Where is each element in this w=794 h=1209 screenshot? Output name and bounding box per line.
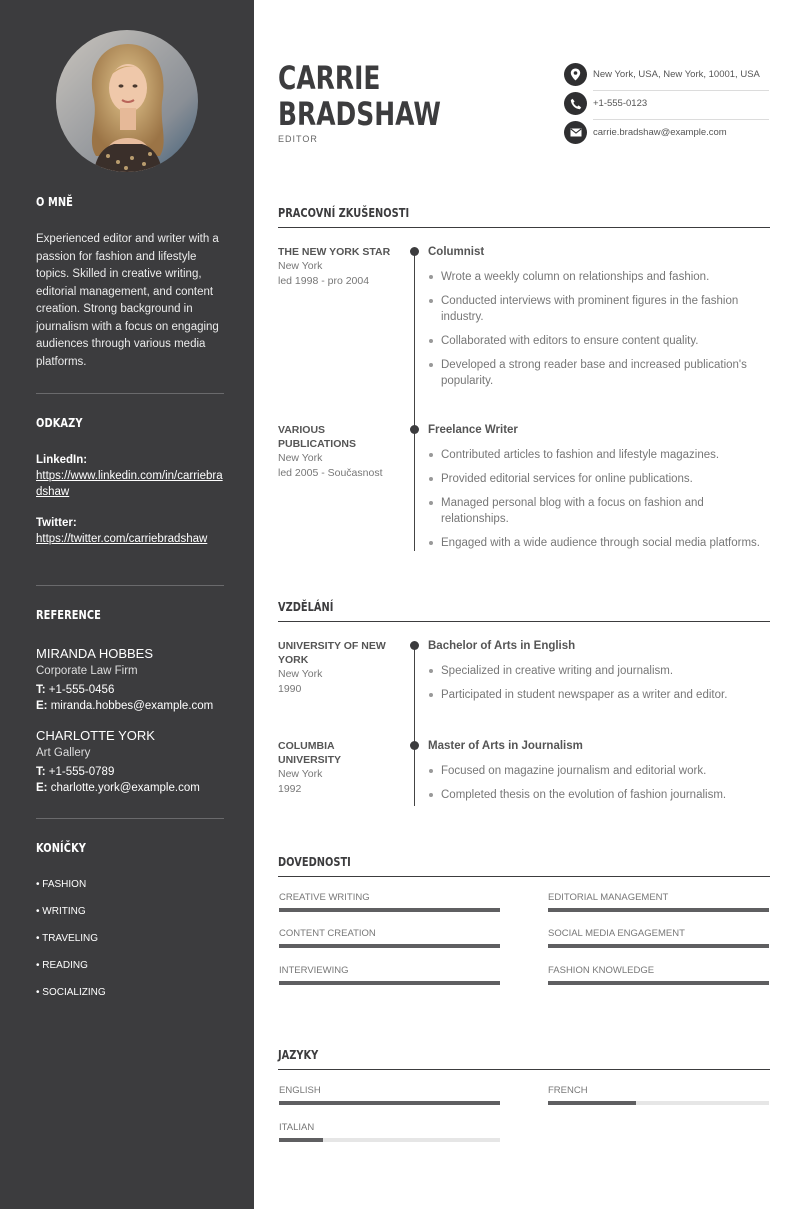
reference-phone (36, 764, 224, 780)
skill-bar-fill (279, 908, 500, 912)
links-heading: ODKAZY (36, 416, 83, 430)
timeline-dot (410, 425, 419, 434)
skill-bar-fill (548, 908, 769, 912)
language-item (279, 1122, 500, 1142)
entry-bullets (428, 269, 770, 389)
entry-title: Freelance Writer (428, 424, 518, 436)
language-name: ITALIAN (279, 1122, 315, 1133)
language-name: FRENCH (548, 1085, 588, 1096)
skill-bar-fill (548, 944, 769, 948)
skill-bar-fill (279, 944, 500, 948)
contact-address (564, 62, 769, 91)
hobby-item: • SOCIALIZING (36, 987, 106, 998)
entry-location: New York (278, 452, 323, 464)
sidebar-divider (36, 818, 224, 819)
bullet-item: Completed thesis on the evolution of fashion journalism. (428, 787, 770, 803)
sidebar-divider (36, 393, 224, 394)
entry-details (428, 423, 770, 559)
skill-name: SOCIAL MEDIA ENGAGEMENT (548, 928, 685, 939)
entry-location: New York (278, 260, 323, 272)
entry-org: VARIOUS PUBLICATIONS (278, 424, 356, 450)
skill-name: INTERVIEWING (279, 965, 349, 976)
skill-bar (279, 981, 500, 985)
bullet-item: Managed personal blog with a focus on fashion and relationships. (428, 495, 770, 527)
timeline-line (414, 251, 415, 551)
sidebar-divider (36, 585, 224, 586)
twitter-link[interactable]: https://twitter.com/carriebradshaw (36, 533, 208, 545)
timeline-dot (410, 641, 419, 650)
hobbies-section (36, 841, 224, 855)
entry-title: Master of Arts in Journalism (428, 740, 583, 752)
skill-name: EDITORIAL MANAGEMENT (548, 892, 669, 903)
skills-heading: DOVEDNOSTI (278, 855, 351, 869)
language-bar-fill (279, 1101, 500, 1105)
skill-bar (548, 981, 769, 985)
entry-bullets (428, 447, 770, 551)
experience-heading: PRACOVNÍ ZKUŠENOSTI (278, 206, 410, 220)
language-bar (279, 1138, 500, 1142)
language-item (548, 1085, 769, 1105)
link-linkedin (36, 452, 224, 500)
entry-dates: 1990 (278, 683, 302, 695)
skill-item (279, 892, 500, 912)
entry-title: Bachelor of Arts in English (428, 640, 576, 652)
reference-phone (36, 682, 224, 698)
language-bar (279, 1101, 500, 1105)
reference-name: MIRANDA HOBBES (36, 646, 154, 661)
hobbies-heading: KONÍČKY (36, 841, 86, 855)
bullet-item: Focused on magazine journalism and editorial work. (428, 763, 770, 779)
hobby-item: • READING (36, 960, 88, 971)
bullet-item: Collaborated with editors to ensure content quality. (428, 333, 770, 349)
bullet-item: Engaged with a wide audience through social media platforms. (428, 535, 770, 551)
last-name: BRADSHAW (278, 95, 441, 133)
language-item (279, 1085, 500, 1105)
entry-org: UNIVERSITY OF NEW YORK (278, 640, 386, 666)
hobby-item: • TRAVELING (36, 933, 99, 944)
entry-dates: 1992 (278, 783, 302, 795)
email-text[interactable]: carrie.bradshaw@example.com (593, 127, 727, 138)
bullet-item: Contributed articles to fashion and lifestyle magazines. (428, 447, 770, 463)
references-heading: REFERENCE (36, 608, 101, 622)
reference-email (36, 780, 224, 796)
link-label: Twitter: (36, 517, 77, 529)
skill-bar-fill (548, 981, 769, 985)
bullet-item: Developed a strong reader base and increased publication's popularity. (428, 357, 770, 389)
reference-email (36, 698, 224, 714)
phone-icon (564, 92, 587, 115)
entry-details (428, 739, 770, 811)
language-name: ENGLISH (279, 1085, 321, 1096)
links-section (36, 416, 224, 430)
bullet-item: Participated in student newspaper as a writer and editor. (428, 687, 770, 703)
reference-item (36, 645, 224, 714)
skill-item (279, 965, 500, 985)
entry-dates: led 1998 - pro 2004 (278, 275, 370, 287)
entry-meta (278, 639, 396, 697)
section-divider (278, 876, 770, 877)
bullet-item: Wrote a weekly column on relationships and fashion. (428, 269, 770, 285)
hobby-item: • WRITING (36, 906, 86, 917)
entry-location: New York (278, 768, 323, 780)
skill-item (548, 928, 769, 948)
full-name (278, 60, 441, 132)
about-section (36, 195, 224, 209)
skill-item (548, 965, 769, 985)
skill-name: CREATIVE WRITING (279, 892, 370, 903)
bullet-item: Conducted interviews with prominent figures in the fashion industry. (428, 293, 770, 325)
skill-item (548, 892, 769, 912)
section-divider (278, 227, 770, 228)
entry-details (428, 639, 770, 711)
languages-heading: JAZYKY (278, 1048, 319, 1062)
bullet-item: Provided editorial services for online publications. (428, 471, 770, 487)
email-value: charlotte.york@example.com (50, 782, 200, 794)
sidebar (0, 0, 254, 1209)
phone-value: +1-555-0456 (48, 684, 115, 696)
skill-bar-fill (279, 981, 500, 985)
references-section (36, 608, 224, 622)
skill-bar (279, 944, 500, 948)
linkedin-link[interactable]: https://www.linkedin.com/in/carriebradshaw (36, 470, 223, 498)
language-bar (548, 1101, 769, 1105)
timeline-line (414, 645, 415, 806)
contact-phone (564, 91, 769, 120)
entry-location: New York (278, 668, 323, 680)
language-bar-fill (279, 1138, 323, 1142)
first-name: CARRIE (278, 59, 381, 97)
education-heading: VZDĚLÁNÍ (278, 600, 334, 614)
section-divider (278, 621, 770, 622)
phone-value: +1-555-0789 (48, 766, 115, 778)
contact-email (564, 120, 769, 149)
envelope-icon (564, 121, 587, 144)
language-bar-fill (548, 1101, 636, 1105)
about-heading: O MNĚ (36, 195, 73, 209)
skill-bar (279, 908, 500, 912)
reference-item (36, 727, 224, 796)
section-divider (278, 1069, 770, 1070)
reference-org: Corporate Law Firm (36, 665, 138, 677)
map-pin-icon (564, 63, 587, 86)
entry-bullets (428, 763, 770, 803)
email-label: E: (36, 700, 48, 712)
entry-meta (278, 245, 396, 289)
reference-org: Art Gallery (36, 747, 91, 759)
profile-photo (56, 30, 198, 172)
bullet-item: Specialized in creative writing and journalism. (428, 663, 770, 679)
email-label: E: (36, 782, 48, 794)
phone-label: T: (36, 684, 46, 696)
about-body (36, 231, 224, 371)
link-twitter (36, 515, 224, 547)
skill-item (279, 928, 500, 948)
entry-meta (278, 739, 396, 797)
entry-title: Columnist (428, 246, 485, 258)
reference-name: CHARLOTTE YORK (36, 728, 155, 743)
entry-org: THE NEW YORK STAR (278, 246, 391, 258)
phone-text: +1-555-0123 (593, 98, 648, 109)
phone-label: T: (36, 766, 46, 778)
profile-photo-illustration (56, 30, 198, 172)
entry-bullets (428, 663, 770, 703)
address-text: New York, USA, New York, 10001, USA (593, 69, 760, 80)
timeline-dot (410, 741, 419, 750)
entry-meta (278, 423, 396, 481)
skill-name: FASHION KNOWLEDGE (548, 965, 655, 976)
timeline-dot (410, 247, 419, 256)
about-text: Experienced editor and writer with a passion for fashion and lifestyle topics. Skilled in creative writing, editorial management, and content creation. Strong background in journalism with a focus on engaging audiences through various media platforms. (36, 233, 219, 368)
skill-name: CONTENT CREATION (279, 928, 376, 939)
link-label: LinkedIn: (36, 454, 88, 466)
hobbies-list (36, 878, 224, 1013)
entry-dates: led 2005 - Současnost (278, 467, 383, 479)
hobby-item: • FASHION (36, 879, 87, 890)
skill-bar (548, 908, 769, 912)
skill-bar (548, 944, 769, 948)
entry-details (428, 245, 770, 397)
email-value: miranda.hobbes@example.com (50, 700, 214, 712)
entry-org: COLUMBIA UNIVERSITY (278, 740, 342, 766)
job-title: EDITOR (278, 134, 318, 144)
